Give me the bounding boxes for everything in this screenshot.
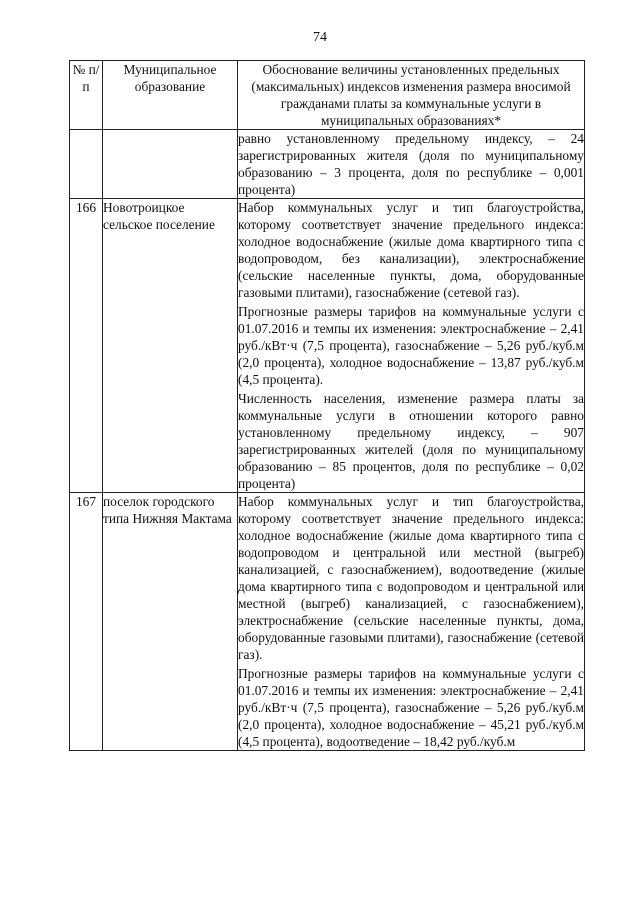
justification-paragraph: равно установленному предельному индексу, – 24 зарегистрированных жителя (доля по муниципальному образованию – 3 процента, доля по республике – 0,001 процента)	[238, 131, 584, 197]
row-municipality	[103, 130, 238, 199]
page-number: 74	[313, 30, 327, 45]
table-header-row	[70, 61, 585, 130]
indices-table	[69, 60, 585, 751]
row-municipality: Новотроицкое сельское поселение	[103, 199, 238, 493]
header-justification: Обоснование величины установленных предельных (максимальных) индексов изменения размера вносимой гражданами платы за коммунальные услуги в муниципальных образованиях*	[238, 61, 585, 130]
row-justification	[238, 130, 585, 199]
table-row	[70, 199, 585, 493]
row-municipality: поселок городского типа Нижняя Мактама	[103, 493, 238, 751]
row-number: 167	[70, 493, 103, 751]
table-row	[70, 130, 585, 199]
header-num: № п/п	[70, 61, 103, 130]
row-number	[70, 130, 103, 199]
justification-paragraph: Прогнозные размеры тарифов на коммунальные услуги с 01.07.2016 и темпы их изменения: электроснабжение – 2,41 руб./кВт·ч (7,5 процента), газоснабжение – 5,26 руб./куб.м (2,0 процента), холодное водоснабжение – 13,87 руб./куб.м (4,5 процента).	[238, 304, 584, 387]
row-justification	[238, 199, 585, 493]
justification-paragraph: Численность населения, изменение размера платы за коммунальные услуги в отношении которого равно установленному предельному индексу, – 907 зарегистрированных жителей (доля по муниципальному образованию – 85 процентов, доля по республике – 0,02 процента)	[238, 391, 584, 491]
row-justification	[238, 493, 585, 751]
justification-paragraph: Набор коммунальных услуг и тип благоустройства, которому соответствует значение предельного индекса: холодное водоснабжение (жилые дома квартирного типа с водопроводом и центральной или местной (выгреб) канализацией, с газоснабжением), водоотведение (жилые дома квартирного типа с водопроводом и центральной или местной (выгреб) канализацией, с газоснабжением), электроснабжение (сельские населенные пункты, дома, оборудованные газовыми плитами), газоснабжение (сетевой газ).	[238, 494, 584, 662]
justification-paragraph: Набор коммунальных услуг и тип благоустройства, которому соответствует значение предельного индекса: холодное водоснабжение (жилые дома квартирного типа с водопроводом, без канализации), электроснабжение (сельские населенные пункты, дома, оборудованные газовыми плитами), газоснабжение (сетевой газ).	[238, 200, 584, 300]
row-number: 166	[70, 199, 103, 493]
justification-paragraph: Прогнозные размеры тарифов на коммунальные услуги с 01.07.2016 и темпы их изменения: электроснабжение – 2,41 руб./кВт·ч (7,5 процента), газоснабжение – 5,26 руб./куб.м (2,0 процента), холодное водоснабжение – 45,21 руб./куб.м (4,5 процента), водоотведение – 18,42 руб./куб.м	[238, 666, 584, 749]
header-municipality: Муниципальное образование	[103, 61, 238, 130]
table-row	[70, 493, 585, 751]
